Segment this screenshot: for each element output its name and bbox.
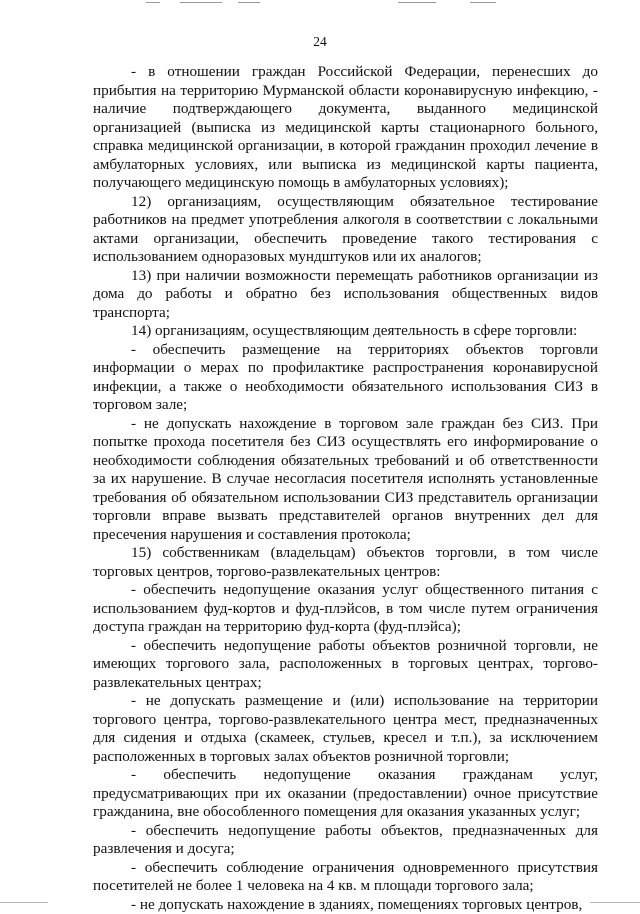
paragraph-item-15-retail: - обеспечить недопущение работы объектов розничной торговли, не имеющих торгового зала, расположенных в торговых центрах, торгово-развлекательных центрах; — [93, 637, 598, 693]
page-number: 24 — [0, 34, 640, 50]
paragraph-item-15: 15) собственникам (владельцам) объектов торговли, в том числе торговых центров, торгово-развлекательных центров: — [93, 544, 598, 581]
scan-top-edge — [0, 0, 640, 6]
paragraph-item-15-entertainment: - обеспечить недопущение работы объектов, предназначенных для развлечения и досуга; — [93, 822, 598, 859]
paragraph-item-14: 14) организациям, осуществляющим деятельность в сфере торговли: — [93, 322, 598, 341]
paragraph-covid-recovered-document: - в отношении граждан Российской Федерации, перенесших до прибытия на территорию Мурманской области коронавирусную инфекцию, - наличие подтверждающего документа, выданного медицинской организацией (выписка из медицинской карты стационарного больного, справка медицинской организации, в которой гражданин проходил лечение в амбулаторных условиях, или выписка из медицинской карты пациента, получающего медицинскую помощь в амбулаторных условиях); — [93, 63, 598, 193]
paragraph-item-12: 12) организациям, осуществляющим обязательное тестирование работников на предмет употребления алкоголя в соответствии с локальными актами организации, обеспечить проведение такого тестирования с использованием одноразовых мундштуков или их аналогов; — [93, 193, 598, 267]
paragraph-item-15-occupancy: - обеспечить соблюдение ограничения одновременного присутствия посетителей не более 1 человека на 4 кв. м площади торгового зала; — [93, 859, 598, 896]
paragraph-item-13: 13) при наличии возможности перемещать работников организации из дома до работы и обратно без использования общественных видов транспорта; — [93, 267, 598, 323]
document-body — [93, 63, 598, 914]
paragraph-item-14-information: - обеспечить размещение на территориях объектов торговли информации о мерах по профилактике распространения коронавирусной инфекции, а также о необходимости обязательного использования СИЗ в торговом зале; — [93, 341, 598, 415]
paragraph-item-15-services: - обеспечить недопущение оказания гражданам услуг, предусматривающих при их оказании (предоставлении) очное присутствие гражданина, вне обособленного помещения для оказания указанных услуг; — [93, 766, 598, 822]
paragraph-item-15-seating: - не допускать размещение и (или) использование на территории торгового центра, торгово-развлекательного центра мест, предназначенных для сидения и отдыха (скамеек, стульев, кресел и т.п.), за исключением расположенных в торговых залах объектов розничной торговли; — [93, 692, 598, 766]
paragraph-item-15-food-courts: - обеспечить недопущение оказания услуг общественного питания с использованием фуд-кортов и фуд-плэйсов, в том числе путем ограничения доступа граждан на территорию фуд-корта (фуд-плэйса); — [93, 581, 598, 637]
paragraph-item-15-buildings: - не допускать нахождение в зданиях, помещениях торговых центров, — [93, 896, 598, 914]
scan-bottom-edge — [0, 897, 640, 905]
paragraph-item-14-no-siz: - не допускать нахождение в торговом зале граждан без СИЗ. При попытке прохода посетителя без СИЗ осуществлять его информирование о необходимости соблюдения обязательных требований и об ответственности за их нарушение. В случае несогласия посетителя исполнять установленные требования об обязательном использовании СИЗ представитель организации торговли вправе вызвать представителей органов внутренних дел для пресечения нарушения и составления протокола; — [93, 415, 598, 545]
